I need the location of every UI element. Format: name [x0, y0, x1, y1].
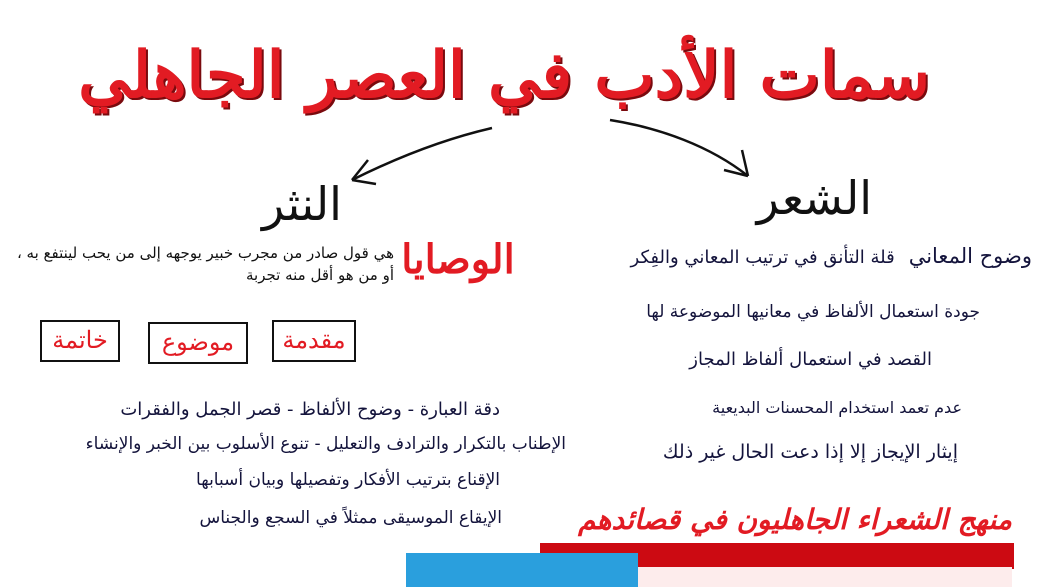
arrow-to-poetry — [610, 120, 748, 176]
poetry-feature-detail: قلة التأنق في ترتيب المعاني والفِكر — [630, 247, 895, 268]
prose-feature: الإيقاع الموسيقى ممثلاً في السجع والجناس — [199, 508, 502, 528]
arrow-to-prose — [352, 128, 492, 180]
prose-feature: الإقناع بترتيب الأفكار وتفصيلها وبيان أسبابها — [196, 470, 500, 490]
poetry-feature: عدم تعمد استخدام المحسنات البديعية — [712, 398, 962, 417]
poetry-feature-first — [552, 244, 1032, 268]
wasaya-definition: هي قول صادر من مجرب خبير يوجهه إلى من يحب لينتفع به ، أو من هو أقل منه تجربة — [16, 244, 394, 284]
topic-box: موضوع — [148, 322, 248, 364]
intro-box: مقدمة — [272, 320, 356, 362]
method-strip — [612, 567, 1012, 587]
prose-heading: النثر — [262, 177, 342, 231]
poetry-feature-key: وضوح المعاني — [908, 244, 1032, 268]
prose-feature: الإطناب بالتكرار والترادف والتعليل - تنوع الأسلوب بين الخبر والإنشاء — [85, 434, 566, 454]
arrow-head-prose — [352, 160, 376, 184]
poetry-feature: القصد في استعمال ألفاظ المجاز — [689, 349, 932, 370]
blue-block — [406, 553, 638, 587]
poetry-feature: جودة استعمال الألفاظ في معانيها الموضوعة لها — [646, 302, 980, 322]
page-title: سمات الأدب في العصر الجاهلي — [78, 38, 930, 113]
conclusion-box: خاتمة — [40, 320, 120, 362]
method-title: منهج الشعراء الجاهليون في قصائدهم — [578, 503, 1012, 536]
poetry-heading: الشعر — [756, 171, 872, 225]
prose-feature: دقة العبارة - وضوح الألفاظ - قصر الجمل والفقرات — [120, 399, 500, 420]
wasaya-title: الوصايا — [401, 236, 515, 283]
arrow-head-poetry — [724, 150, 748, 176]
poetry-feature: إيثار الإيجاز إلا إذا دعت الحال غير ذلك — [662, 441, 958, 463]
